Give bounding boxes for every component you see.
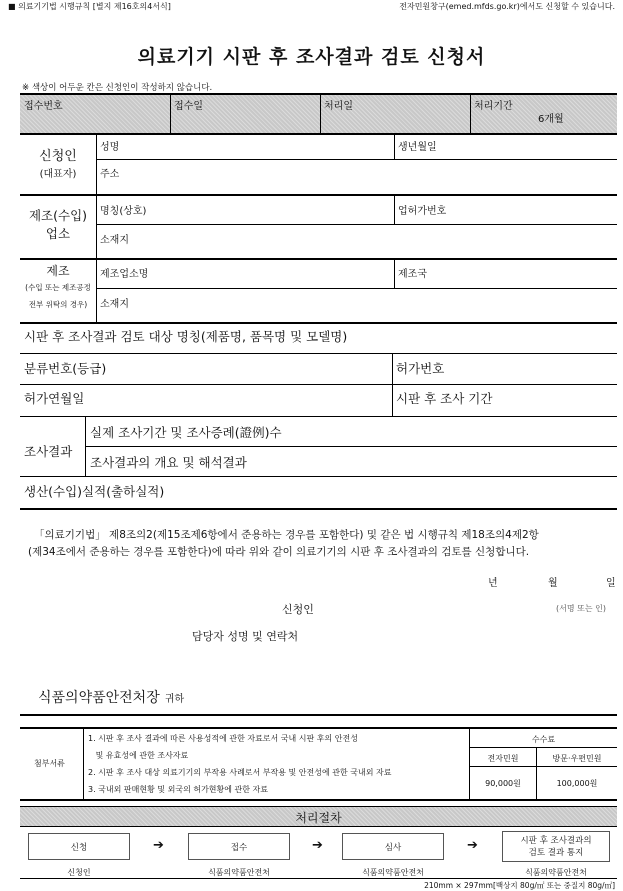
fee-electronic-label: 전자민원 [487, 754, 519, 763]
statement-line-1: 「의료기기법」 제8조의2(제15조제6항에서 준용하는 경우를 포함한다) 및 같은 법 시행규칙 제18조의4제2항 [34, 529, 539, 541]
contract-company-field[interactable]: 제조업소명 [100, 269, 149, 280]
process-period-label: 처리기간 [474, 101, 513, 112]
applicant-section-label: 신청인 (대표자) [39, 149, 77, 180]
classification-number-field[interactable]: 분류번호(등급) [24, 361, 107, 376]
applicant-address-field[interactable]: 주소 [100, 169, 120, 180]
attachment-item-2: 2. 시판 후 조사 대상 의료기기의 부작용 사례로서 부작용 및 안전성에 관한 국내외 자료 [88, 768, 392, 777]
production-record-field[interactable]: 생산(수입)실적(출하실적) [24, 484, 165, 499]
process-period-value: 6개월 [538, 114, 564, 125]
contract-section-label: 제조 (수입 또는 제조공정 전부 위탁의 경우) [25, 264, 91, 309]
contract-location-field[interactable]: 소재지 [100, 299, 129, 310]
step-apply-owner: 신청인 [67, 868, 91, 877]
step-notify-box: 시판 후 조사결과의 검토 결과 통지 [502, 831, 610, 862]
signature-hint: (서명 또는 인) [556, 604, 606, 613]
step-receive-box: 접수 [188, 833, 290, 860]
company-location-field[interactable]: 소재지 [100, 235, 129, 246]
fee-visit-value: 100,000원 [556, 779, 598, 788]
step-apply-box: 신청 [28, 833, 130, 860]
attachments-label: 첨부서류 [34, 759, 65, 768]
form-reference: ■ 의료기기법 시행규칙 [별지 제16호의4서식] [8, 2, 171, 11]
date-month-label: 월 [548, 578, 558, 589]
shaded-cell-note: ※ 색상이 어두운 칸은 신청인이 작성하지 않습니다. [22, 83, 213, 93]
step-receive-owner: 식품의약품안전처 [208, 868, 270, 877]
office-use-row [20, 93, 617, 133]
page-title: 의료기기 시판 후 조사결과 검토 신청서 [137, 46, 486, 68]
arrow-icon: ➔ [153, 838, 164, 853]
applicant-birthdate-field[interactable]: 생년월일 [398, 142, 437, 153]
manufacturer-section-label: 제조(수입) 업소 [28, 208, 88, 241]
step-review-owner: 식품의약품안전처 [362, 868, 424, 877]
step-review-box: 심사 [342, 833, 444, 860]
fee-visit-label: 방문·우편민원 [552, 754, 602, 763]
fee-electronic-value: 90,000원 [485, 779, 521, 788]
permit-date-field[interactable]: 허가연월일 [24, 391, 85, 406]
review-target-field[interactable]: 시판 후 조사결과 검토 대상 명칭(제품명, 품목명 및 모델명) [24, 329, 348, 344]
permit-number-field[interactable]: 허가번호 [396, 361, 445, 376]
company-name-field[interactable]: 명칭(상호) [100, 206, 147, 217]
survey-result-section-label: 조사결과 [24, 444, 73, 459]
recipient [38, 687, 184, 707]
step-notify-owner: 식품의약품안전처 [525, 868, 587, 877]
date-day-label: 일 [606, 578, 616, 589]
arrow-icon: ➔ [312, 838, 323, 853]
arrow-icon: ➔ [467, 838, 478, 853]
contract-country-field[interactable]: 제조국 [398, 269, 427, 280]
result-summary-field[interactable]: 조사결과의 개요 및 해석결과 [90, 455, 247, 470]
applicant-signature-label: 신청인 [282, 603, 314, 616]
statement-line-2: (제34조에서 준용하는 경우를 포함한다)에 따라 위와 같이 의료기기의 시판 후 조사결과의 검토를 신청합니다. [28, 546, 530, 558]
contact-person-label: 담당자 성명 및 연락처 [192, 630, 299, 643]
attachment-item-1b: 및 유효성에 관한 조사자료 [88, 751, 189, 760]
attachment-item-1: 1. 시판 후 조사 결과에 따른 사용성적에 관한 자료로서 국내 시판 후의 안전성 [88, 734, 358, 743]
receipt-date-label: 접수일 [174, 101, 203, 112]
applicant-name-field[interactable]: 성명 [100, 142, 120, 153]
procedure-title: 처리절차 [295, 811, 342, 825]
receipt-number-label: 접수번호 [24, 101, 63, 112]
recipient-name: 식품의약품안전처장 [38, 690, 160, 706]
fee-label: 수수료 [531, 735, 556, 744]
attachment-item-3: 3. 국내외 판매현황 및 외국의 허가현황에 관한 자료 [88, 785, 268, 794]
process-date-label: 처리일 [324, 101, 353, 112]
e-service-note: 전자민원창구(emed.mfds.go.kr)에서도 신청할 수 있습니다. [399, 2, 615, 11]
date-year-label: 년 [488, 578, 498, 589]
business-license-field[interactable]: 업허가번호 [398, 206, 447, 217]
recipient-suffix: 귀하 [164, 694, 185, 705]
paper-spec: 210mm × 297mm[백상지 80g/㎡ 또는 중질지 80g/㎡] [424, 881, 615, 890]
survey-period-field[interactable]: 시판 후 조사 기간 [396, 391, 493, 406]
actual-survey-field[interactable]: 실제 조사기간 및 조사증례(證例)수 [90, 425, 282, 440]
